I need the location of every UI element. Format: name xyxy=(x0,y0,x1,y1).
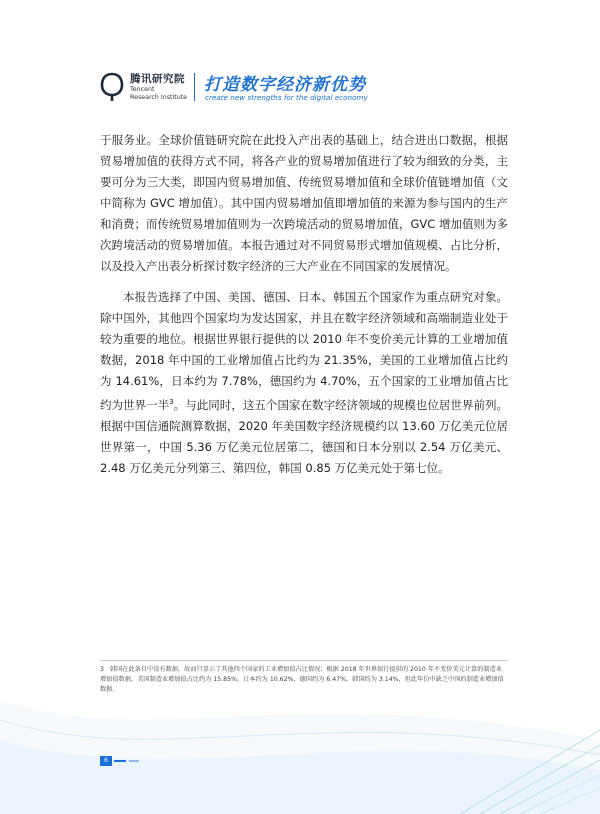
slogan-chinese: 打造数字经济新优势 xyxy=(204,75,366,95)
paragraph-text xyxy=(100,287,508,479)
logo-english-name xyxy=(130,86,187,101)
slogan-english: create new strengths for the digital economy xyxy=(205,93,368,102)
decorative-corner-lines xyxy=(440,700,600,814)
body-paragraph-2 xyxy=(100,287,508,479)
paragraph-2-part2: 。与此同时，这五个国家在数字经济领域的规模也位居世界前列。根据中国信通院测算数据，2020 年美国数字经济规模约以 13.60 万亿美元位居世界第一，中国 5.36 万亿美元位居第二，德国和日本分别以 2.54 万亿美元、2.48 万亿美元分列第三、第四位，韩国 0.85 万亿美元处于第七位。 xyxy=(100,397,509,475)
paragraph-2-part1: 本报告选择了中国、美国、德国、日本、韩国五个国家作为重点研究对象。除中国外，其他四个国家均为发达国家，并且在数字经济领域和高端制造业处于较为重要的地位。根据世界银行提供的以 2010 年不变价美元计算的工业增加值数据，2018 年中国的工业增加值占比约为 21.35%，美国的工业增加值占比约为 14.61%，日本约为 7.78%，德国约为 4.70%，五个国家的工业增加值占比约为世界一半 xyxy=(100,290,508,412)
page-header xyxy=(100,70,520,110)
page-accent-bar xyxy=(114,760,126,762)
footnote-number: 3 xyxy=(100,666,104,673)
page-accent-dash xyxy=(129,760,139,762)
footnote-reference[interactable]: 3 xyxy=(169,398,174,406)
logo-english-line2: Research Institute xyxy=(130,93,188,101)
logo-chinese-name: 腾讯研究院 xyxy=(130,73,185,85)
tencent-research-logo-icon xyxy=(100,72,124,102)
header-divider xyxy=(194,73,195,101)
footnote-text: 韩国在此条目中没有数据，故而只显示了其他四个国家的工业增加值占比情况；根据 2018 年世界银行提供的 2010 年不变价美元计算的制造业增加值数据，美国制造业增加值占比约为 15.85%，日本约为 10.62%，德国约为 6.47%，韩国约为 3.14%，但此年份中缺乏中国的制造业增加值数据。 xyxy=(100,666,504,693)
page-number: 6 xyxy=(100,756,112,766)
paragraph-text: 于服务业。全球价值链研究院在此投入产出表的基础上，结合进出口数据，根据贸易增加值的获得方式不同，将各产业的贸易增加值进行了较为细致的分类，主要可分为三大类，即国内贸易增加值、传统贸易增加值和全球价值链增加值（文中简称为 GVC 增加值）。其中国内贸易增加值即增加值的来源为参与国内的生产和消费；而传统贸易增加值则为一次跨境活动的贸易增加值，GVC 增加值则为多次跨境活动的贸易增加值。本报告通过对不同贸易形式增加值规模、占比分析，以及投入产出表分析探讨数字经济的三大产业在不同国家的发展情况。 xyxy=(100,133,508,273)
body-paragraph-1 xyxy=(100,130,508,277)
logo-english-line1: Tencent xyxy=(130,86,155,93)
